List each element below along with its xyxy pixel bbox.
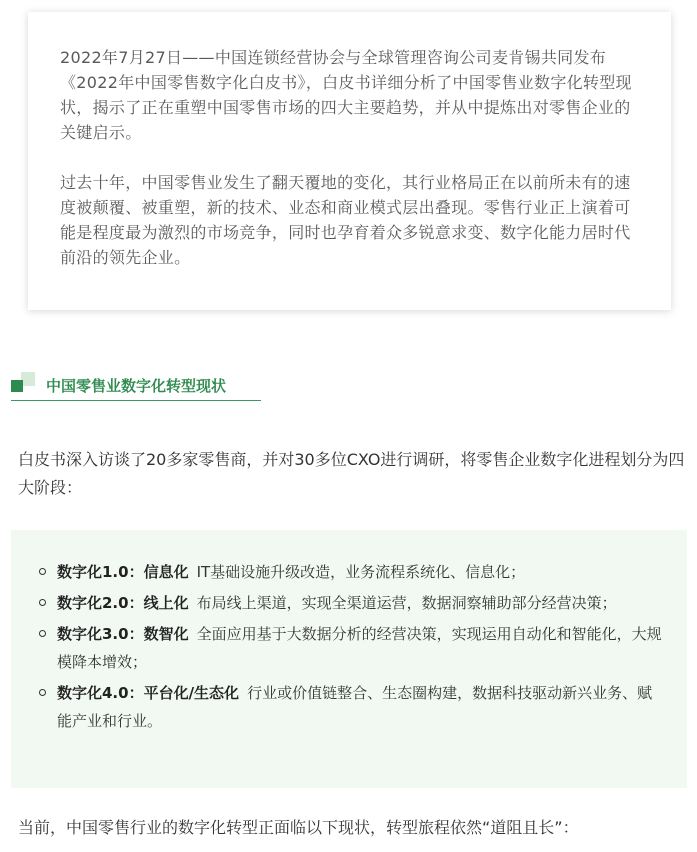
- section-heading: [11, 372, 261, 401]
- summary-card: [28, 12, 671, 310]
- stage-description: 布局线上渠道，实现全渠道运营，数据洞察辅助部分经营决策；: [196, 594, 617, 612]
- stage-item: [39, 679, 667, 735]
- stage-item: [39, 589, 667, 617]
- stage-title: 数字化2.0：线上化: [57, 594, 189, 612]
- stages-list: [39, 558, 667, 735]
- section-heading-text: 中国零售业数字化转型现状: [46, 377, 227, 395]
- stage-title: 数字化1.0：信息化: [57, 563, 189, 581]
- green-squares-icon: [11, 372, 35, 396]
- stage-description: 全面应用基于大数据分析的经营决策，实现运用自动化和智能化，大规模降本增效；: [57, 625, 662, 671]
- stage-title: 数字化4.0：平台化/生态化: [57, 684, 240, 702]
- bullet-circle-icon: [39, 630, 46, 637]
- intro-paragraph: 白皮书深入访谈了20多家零售商，并对30多位CXO进行调研，将零售企业数字化进程划分为四大阶段：: [18, 450, 685, 497]
- stage-item: [39, 558, 667, 586]
- stage-title: 数字化3.0：数智化: [57, 625, 189, 643]
- bullet-circle-icon: [39, 599, 46, 606]
- closing-paragraph: 当前，中国零售行业的数字化转型正面临以下现状，转型旅程依然“道阻且长”：: [18, 818, 579, 837]
- stage-description: IT基础设施升级改造，业务流程系统化、信息化；: [196, 563, 526, 581]
- summary-paragraph-1: 2022年7月27日——中国连锁经营协会与全球管理咨询公司麦肯锡共同发布《2022年中国零售数字化白皮书》，白皮书详细分析了中国零售业数字化转型现状，揭示了正在重塑中国零售市场的四大主要趋势，并从中提炼出对零售企业的关键启示。: [60, 48, 632, 142]
- stage-item: [39, 620, 667, 676]
- summary-paragraph-2: 过去十年，中国零售业发生了翻天覆地的变化，其行业格局正在以前所未有的速度被颠覆、被重塑，新的技术、业态和商业模式层出叠现。零售行业正上演着可能是程度最为激烈的市场竞争，同时也孕育着众多锐意求变、数字化能力居时代前沿的领先企业。: [60, 173, 631, 267]
- bullet-circle-icon: [39, 689, 46, 696]
- bullet-circle-icon: [39, 568, 46, 575]
- stage-description: 行业或价值链整合、生态圈构建，数据科技驱动新兴业务、赋能产业和行业。: [57, 684, 653, 730]
- stages-box: [11, 530, 687, 788]
